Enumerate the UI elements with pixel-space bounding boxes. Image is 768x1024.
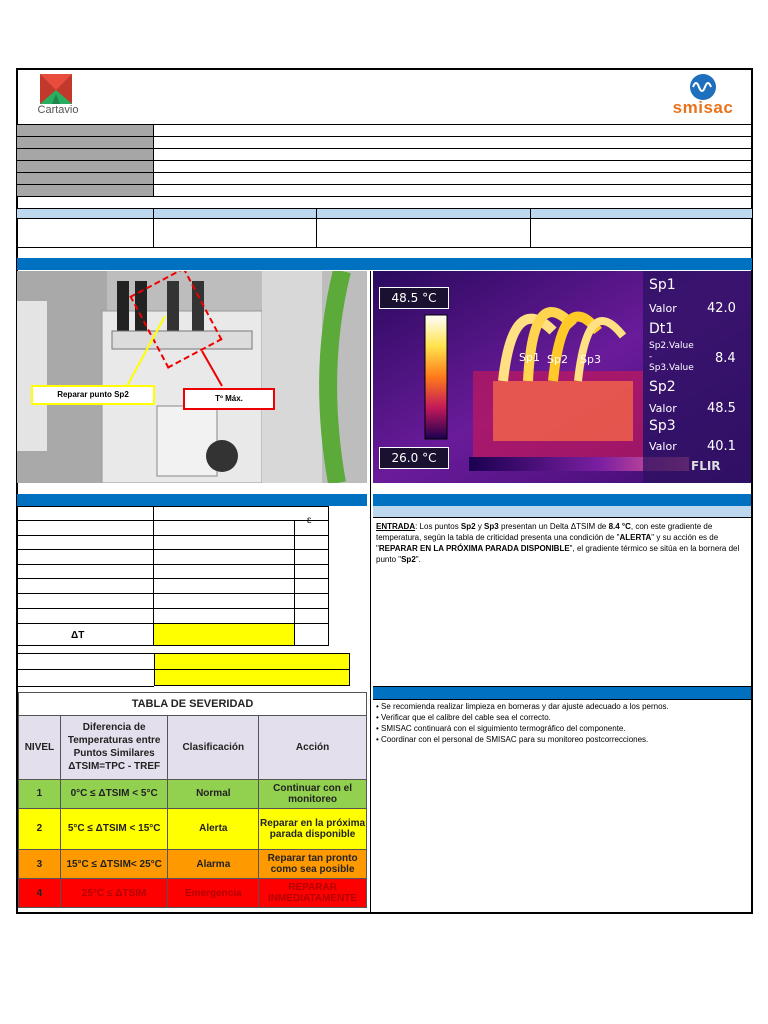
reading-dt1-value: 8.4	[715, 351, 736, 366]
result-value-2	[154, 669, 350, 686]
thermal-brand: FLIR	[691, 459, 721, 473]
severity-clasificacion: Emergencia	[168, 879, 259, 908]
header-diferencia	[60, 715, 168, 779]
reading-dt1-label-2: -	[649, 352, 653, 362]
result-table	[17, 653, 350, 687]
equipment-table	[17, 208, 752, 248]
reading-dt1-name: Dt1	[649, 321, 675, 337]
header-diff-line3: Puntos Similares	[73, 748, 155, 760]
thermal-marker-sp2: Sp2	[547, 353, 568, 366]
photo-leader-lines	[17, 271, 367, 483]
epsilon-symbol: ε	[307, 515, 312, 526]
thermal-image	[373, 271, 751, 483]
thermal-marker-sp1: Sp1	[519, 351, 540, 364]
diagnosis-text-2: y	[475, 522, 485, 531]
severity-row-1	[19, 779, 367, 808]
header-accion: Acción	[259, 715, 367, 779]
thermal-marker-sp3: Sp3	[580, 353, 601, 366]
thermal-max-temp: 48.5 °C	[379, 287, 449, 309]
severity-nivel: 1	[19, 779, 61, 808]
params-table	[17, 506, 328, 646]
diagnosis-sp2-b: Sp2	[401, 555, 416, 564]
recommendation-item: • Verificar que el calibre del cable sea el correcto.	[376, 713, 551, 722]
info-table	[17, 124, 752, 197]
cartavio-logo	[22, 72, 94, 118]
severity-clasificacion: Alarma	[168, 850, 259, 879]
diagnosis-accion: REPARAR EN LA PRÓXIMA PARADA DISPONIBLE	[378, 544, 570, 553]
severity-rango: 15°C ≤ ΔTSIM< 25°C	[60, 850, 168, 879]
severity-rango: 25°C ≤ ΔTSIM	[60, 879, 168, 908]
severity-row-3	[19, 850, 367, 879]
params-section-bar	[17, 494, 367, 506]
recommendation-text: Verificar que el calibre del cable sea el correcto.	[381, 713, 551, 722]
smisac-logo-text: smisac	[672, 98, 734, 117]
header-diff-formula: ΔTSIM=TPC - TREF	[68, 761, 161, 773]
label-reparar-sp2: Reparar punto Sp2	[31, 385, 155, 405]
severity-clasificacion: Alerta	[168, 808, 259, 849]
header-clasificacion: Clasificación	[168, 715, 259, 779]
severity-table-wrapper	[18, 692, 368, 910]
diagnosis-text-1: : Los puntos	[415, 522, 461, 531]
diagnosis-text	[376, 521, 748, 565]
diagnosis-text-7: ".	[415, 555, 421, 564]
diagnosis-text-5: " y su acción es de "	[376, 533, 719, 553]
severity-nivel: 2	[19, 808, 61, 849]
severity-row-4	[19, 879, 367, 908]
diagnosis-subheader	[373, 506, 751, 518]
diagnosis-delta: 8.4 °C	[608, 522, 631, 531]
severity-nivel: 4	[19, 879, 61, 908]
recommendation-item: • Se recomienda realizar limpieza en borneras y dar ajuste adecuado a los pernos.	[376, 702, 669, 711]
header-diff-line2: Temperaturas entre	[67, 735, 161, 747]
severity-accion: Continuar con el monitoreo	[259, 779, 367, 808]
reading-sp2-value: 48.5	[707, 401, 736, 416]
severity-title: TABLA DE SEVERIDAD	[19, 693, 367, 716]
recommendation-text: Coordinar con el personal de SMISAC para su monitoreo postcorrecciones.	[381, 735, 649, 744]
recommendations-section-bar	[373, 686, 751, 700]
images-section-bar	[17, 258, 752, 270]
header-diff-line1: Diferencia de	[82, 722, 146, 734]
delta-t-label: ΔT	[71, 630, 85, 641]
thermal-min-temp: 26.0 °C	[379, 447, 449, 469]
delta-t-value-cell	[154, 624, 294, 645]
smisac-logo	[660, 72, 746, 118]
header-nivel: NIVEL	[19, 715, 61, 779]
reading-dt1-label-3: Sp3.Value	[649, 363, 694, 373]
diagnosis-section-bar	[373, 494, 751, 506]
reading-sp1-label: Valor	[649, 302, 677, 315]
reading-dt1-label-1: Sp2.Value	[649, 341, 694, 351]
recommendations-list	[376, 701, 748, 745]
severity-accion: Reparar en la próxima parada disponible	[259, 808, 367, 849]
diagnosis-text-6: ", el gradiente térmico se sitúa en la bornera del punto "	[376, 544, 740, 564]
diagnosis-text-4: , con este gradiente de temperatura, según la tabla de criticidad presenta una condición de "	[376, 522, 713, 542]
reading-sp3-label: Valor	[649, 440, 677, 453]
reading-sp1-value: 42.0	[707, 301, 736, 316]
result-value-1	[154, 653, 350, 670]
diagnosis-sp2: Sp2	[460, 522, 476, 531]
severity-rango: 0°C ≤ ΔTSIM < 5°C	[60, 779, 168, 808]
severity-table	[18, 692, 367, 908]
severity-accion: REPARAR INMEDIATAMENTE	[259, 879, 367, 908]
diagnosis-sp3: Sp3	[484, 522, 499, 531]
reading-sp2-name: Sp2	[649, 379, 676, 395]
visual-photo	[17, 271, 367, 483]
thermal-readings-panel	[647, 275, 747, 455]
severity-clasificacion: Normal	[168, 779, 259, 808]
recommendation-text: SMISAC continuará con el siguimiento termográfico del componente.	[381, 724, 626, 733]
equipment-header-row	[17, 208, 752, 218]
reading-sp3-value: 40.1	[707, 439, 736, 454]
diagnosis-entrada: ENTRADA	[376, 522, 416, 531]
severity-row-2	[19, 808, 367, 849]
reading-sp1-name: Sp1	[649, 277, 676, 293]
reading-sp3-name: Sp3	[649, 418, 676, 434]
label-tmax: Tº Máx.	[183, 388, 275, 410]
severity-rango: 5°C ≤ ΔTSIM < 15°C	[60, 808, 168, 849]
reading-sp2-label: Valor	[649, 402, 677, 415]
diagnosis-alerta: ALERTA	[619, 533, 652, 542]
severity-nivel: 3	[19, 850, 61, 879]
diagnosis-text-3: presentan un Delta ΔTSIM de	[498, 522, 609, 531]
recommendation-text: Se recomienda realizar limpieza en borneras y dar ajuste adecuado a los pernos.	[381, 702, 669, 711]
recommendation-item: • Coordinar con el personal de SMISAC para su monitoreo postcorrecciones.	[376, 735, 649, 744]
recommendation-item: • SMISAC continuará con el siguimiento termográfico del componente.	[376, 724, 626, 733]
severity-accion: Reparar tan pronto como sea posible	[259, 850, 367, 879]
cartavio-logo-text: Cartavio	[37, 104, 79, 116]
